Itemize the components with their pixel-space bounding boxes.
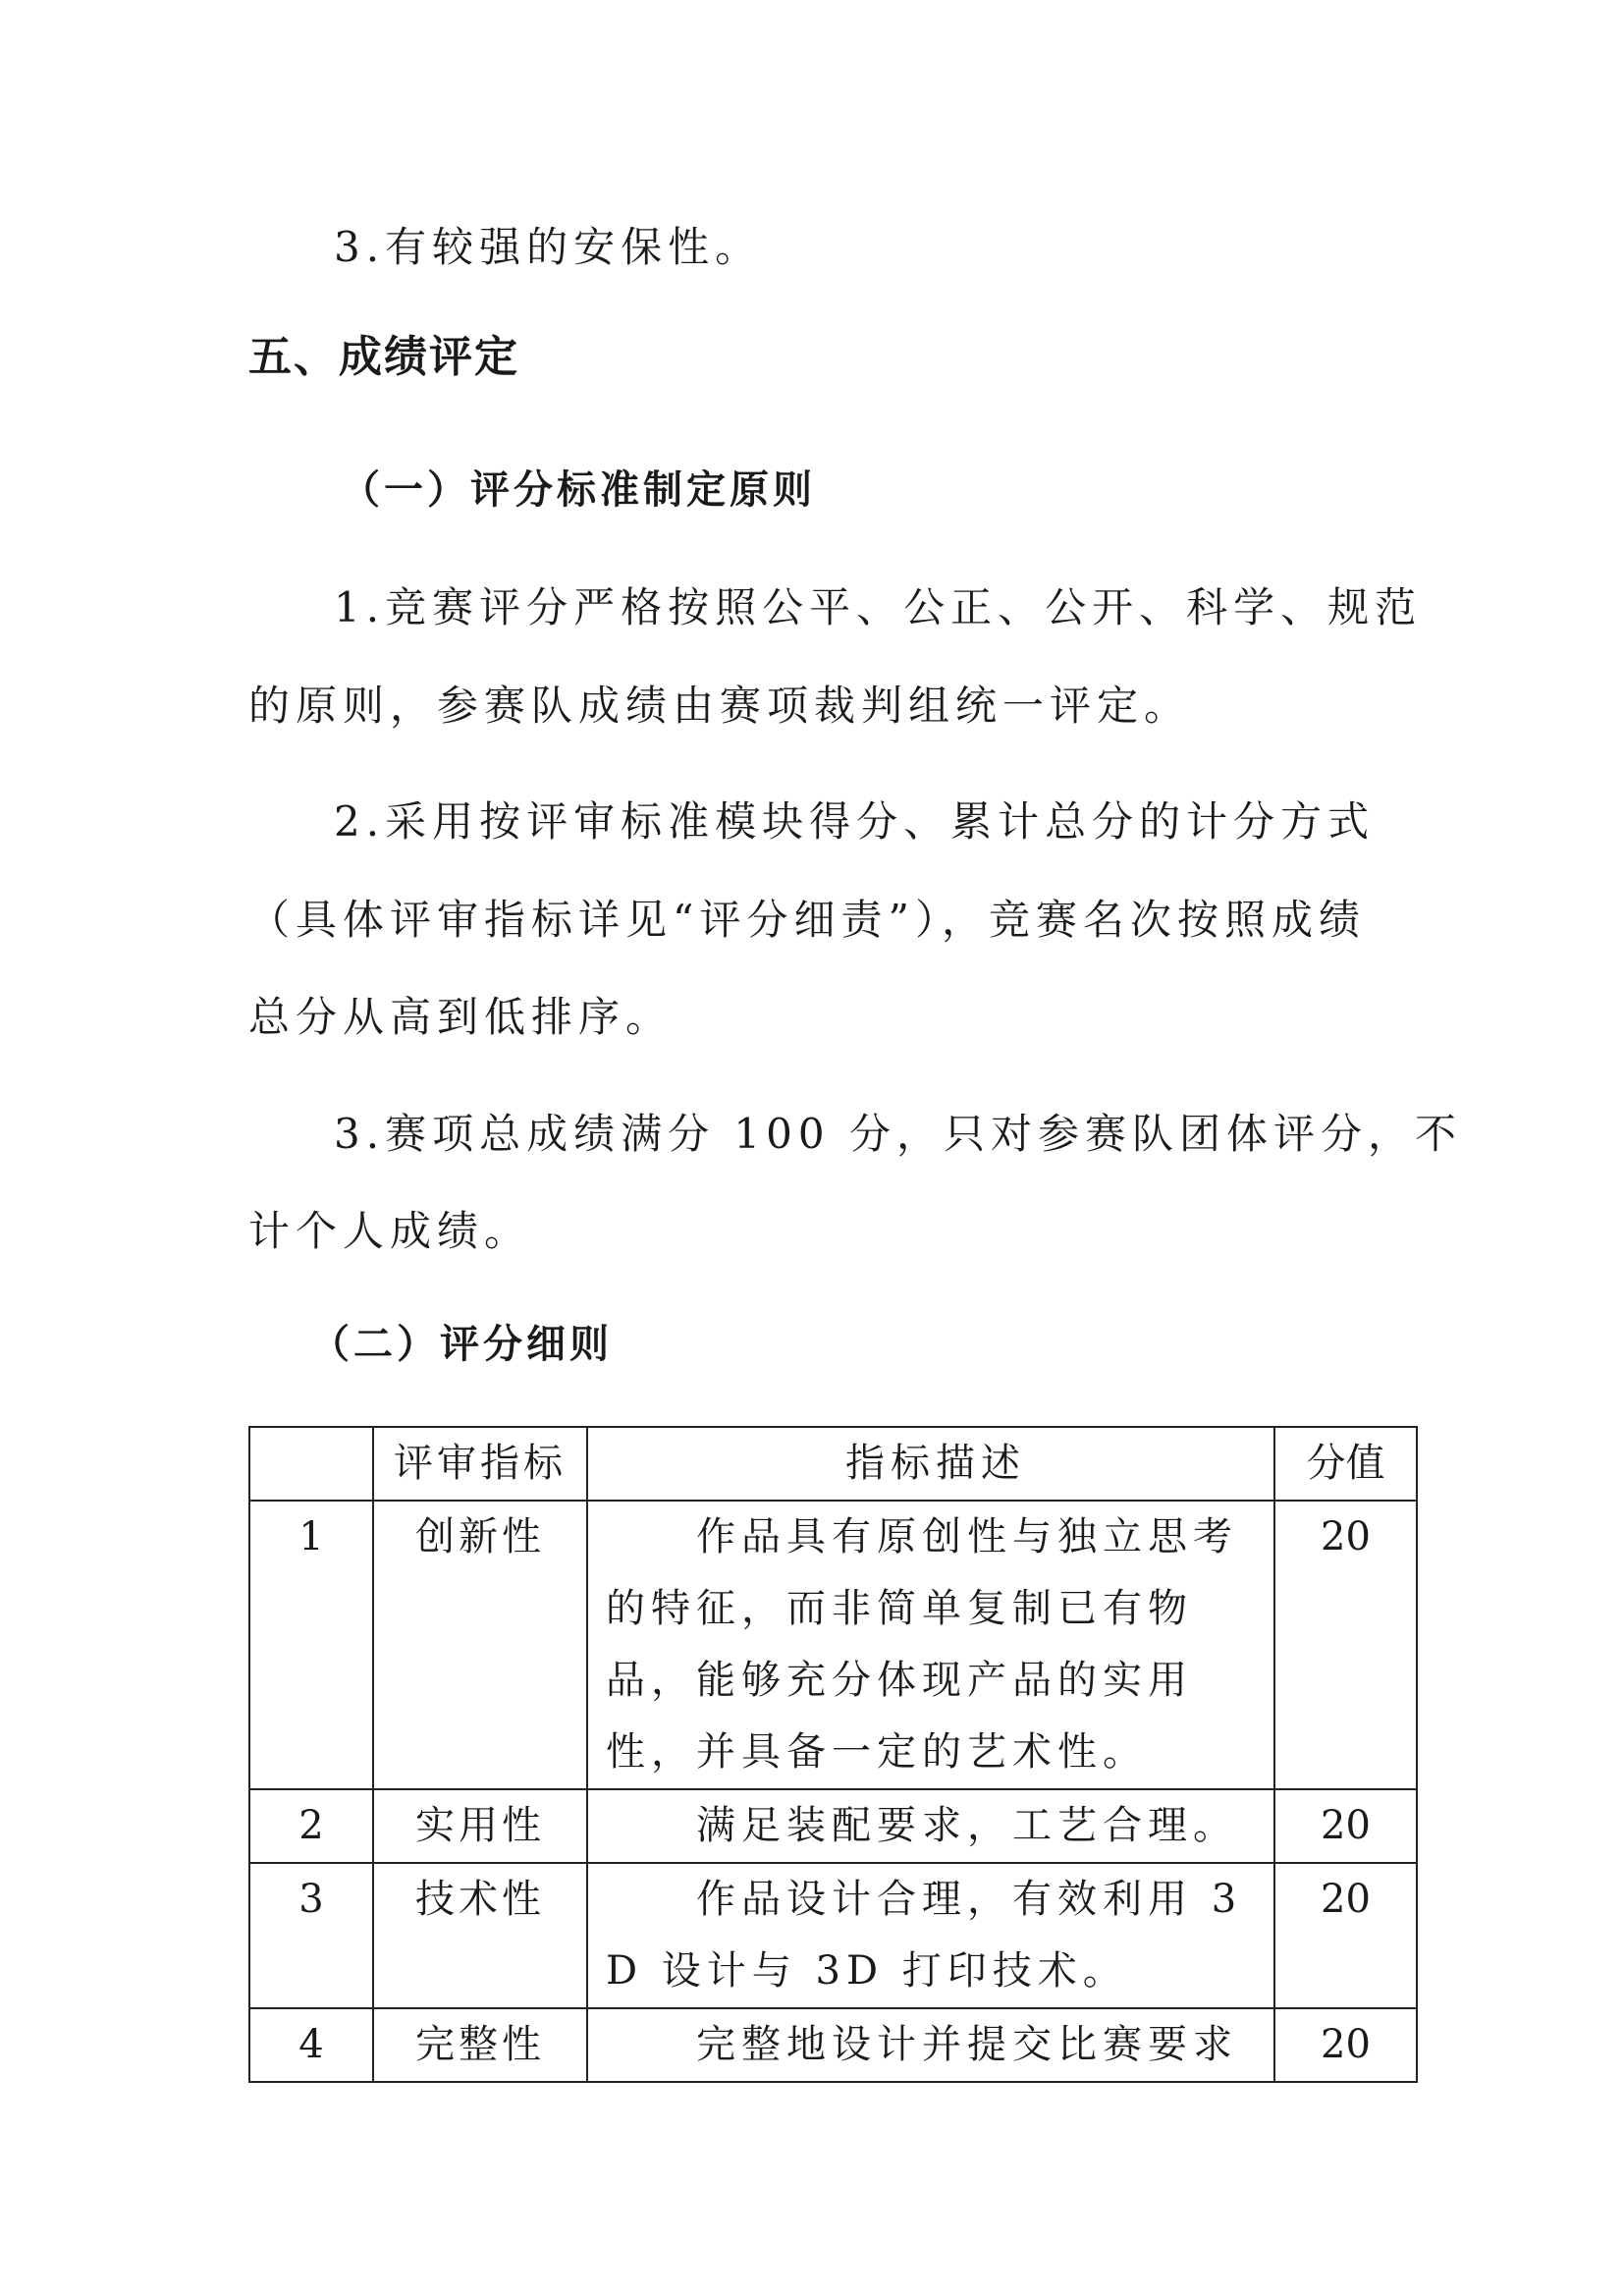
paragraph-1-line-1: 1.竞赛评分严格按照公平、公正、公开、科学、规范 — [334, 583, 1423, 631]
table-row — [249, 2008, 1417, 2082]
row-number: 1 — [249, 1501, 373, 1789]
table-row — [249, 1789, 1417, 1863]
row-score: 20 — [1274, 1501, 1417, 1789]
row-description — [587, 1501, 1274, 1789]
paragraph-2-line-2: （具体评审指标详见“评分细责”），竞赛名次按照成绩 — [248, 896, 1366, 944]
table-row — [249, 1863, 1417, 2008]
paragraph-2-line-1: 2.采用按评审标准模块得分、累计总分的计分方式 — [334, 797, 1376, 846]
header-cell-blank — [249, 1427, 373, 1501]
row-description-text: 满足装配要求，工艺合理。 — [696, 1803, 1238, 1848]
row-description-text: 完整地设计并提交比赛要求 — [696, 2022, 1238, 2067]
header-cell-indicator: 评审指标 — [373, 1427, 587, 1501]
paragraph-1-line-2: 的原则，参赛队成绩由赛项裁判组统一评定。 — [248, 682, 1192, 730]
paragraph-2-line-3: 总分从高到低排序。 — [248, 993, 674, 1041]
row-indicator: 实用性 — [373, 1789, 587, 1863]
subsection-title-2: （二）评分细则 — [310, 1322, 613, 1367]
subsection-title-1: （一）评分标准制定原则 — [341, 467, 816, 513]
row-number: 4 — [249, 2008, 373, 2082]
row-number: 3 — [249, 1863, 373, 2008]
row-description — [587, 1863, 1274, 2008]
row-score: 20 — [1274, 2008, 1417, 2082]
table-row — [249, 1501, 1417, 1789]
row-indicator: 创新性 — [373, 1501, 587, 1789]
row-score: 20 — [1274, 1863, 1417, 2008]
row-description-text: 作品设计合理，有效利用 3D 设计与 3D 打印技术。 — [606, 1877, 1243, 1994]
row-indicator: 技术性 — [373, 1863, 587, 2008]
paragraph-3-line-2: 计个人成绩。 — [248, 1207, 532, 1255]
header-cell-score: 分值 — [1274, 1427, 1417, 1501]
paragraph-safety: 3.有较强的安保性。 — [334, 223, 763, 271]
row-description-text: 作品具有原创性与独立思考的特征，而非简单复制已有物品，能够充分体现产品的实用性，并具备一定的艺术性。 — [606, 1514, 1238, 1775]
scoring-table — [248, 1426, 1418, 2083]
row-description — [587, 1789, 1274, 1863]
header-cell-description: 指标描述 — [587, 1427, 1274, 1501]
row-score: 20 — [1274, 1789, 1417, 1863]
section-title: 五、成绩评定 — [248, 332, 519, 382]
paragraph-3-line-1: 3.赛项总成绩满分 100 分，只对参赛队团体评分，不 — [334, 1110, 1462, 1158]
row-indicator: 完整性 — [373, 2008, 587, 2082]
row-number: 2 — [249, 1789, 373, 1863]
row-description — [587, 2008, 1274, 2082]
table-header-row — [249, 1427, 1417, 1501]
